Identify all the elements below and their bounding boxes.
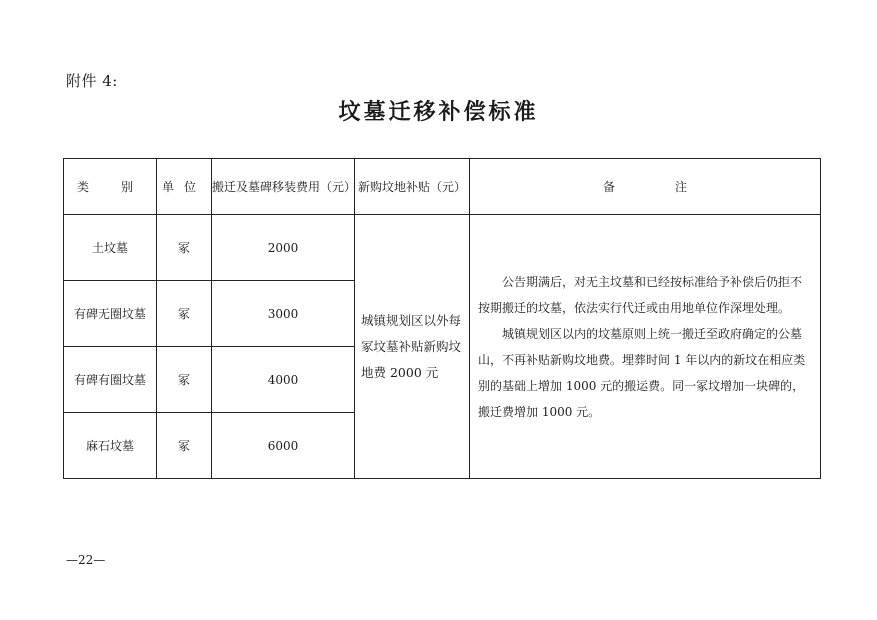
table-header-row: [64, 159, 821, 215]
row-fee: 2000: [212, 215, 355, 281]
row-fee: 4000: [212, 347, 355, 413]
row-unit: 冢: [157, 215, 212, 281]
header-fee: 搬迁及墓碑移装费用（元）: [212, 159, 355, 215]
subsidy-cell: 城镇规划区以外每冢坟墓补贴新购坟地费 2000 元: [355, 215, 470, 479]
compensation-table: [63, 158, 821, 479]
header-unit: 单位: [157, 159, 212, 215]
table-row: [64, 215, 821, 281]
row-unit: 冢: [157, 413, 212, 479]
attachment-label: 附件 4:: [66, 72, 118, 90]
document-title: 坟墓迁移补偿标准: [338, 99, 539, 125]
row-unit: 冢: [157, 281, 212, 347]
row-fee: 6000: [212, 413, 355, 479]
row-category: 有碑有圈坟墓: [64, 347, 157, 413]
row-category: 有碑无圈坟墓: [64, 281, 157, 347]
notes-paragraph-1: 公告期满后，对无主坟墓和已经按标准给予补偿后仍拒不按期搬迁的坟墓，依法实行代迁或由用地单位作深埋处理。: [478, 274, 803, 315]
row-unit: 冢: [157, 347, 212, 413]
notes-cell: [470, 215, 821, 479]
header-notes: 备注: [470, 159, 821, 215]
row-category: 麻石坟墓: [64, 413, 157, 479]
notes-paragraph-2: 城镇规划区以内的坟墓原则上统一搬迁至政府确定的公墓山，不再补贴新购坟地费。埋葬时间 1 年以内的新坟在相应类别的基础上增加 1000 元的搬运费。同一冢坟增加一块碑的，搬迁费增加 1000 元。: [478, 326, 806, 419]
header-category: 类 别: [64, 159, 157, 215]
header-subsidy: 新购坟地补贴（元）: [355, 159, 470, 215]
page-number: —22—: [66, 553, 106, 567]
row-category: 土坟墓: [64, 215, 157, 281]
row-fee: 3000: [212, 281, 355, 347]
